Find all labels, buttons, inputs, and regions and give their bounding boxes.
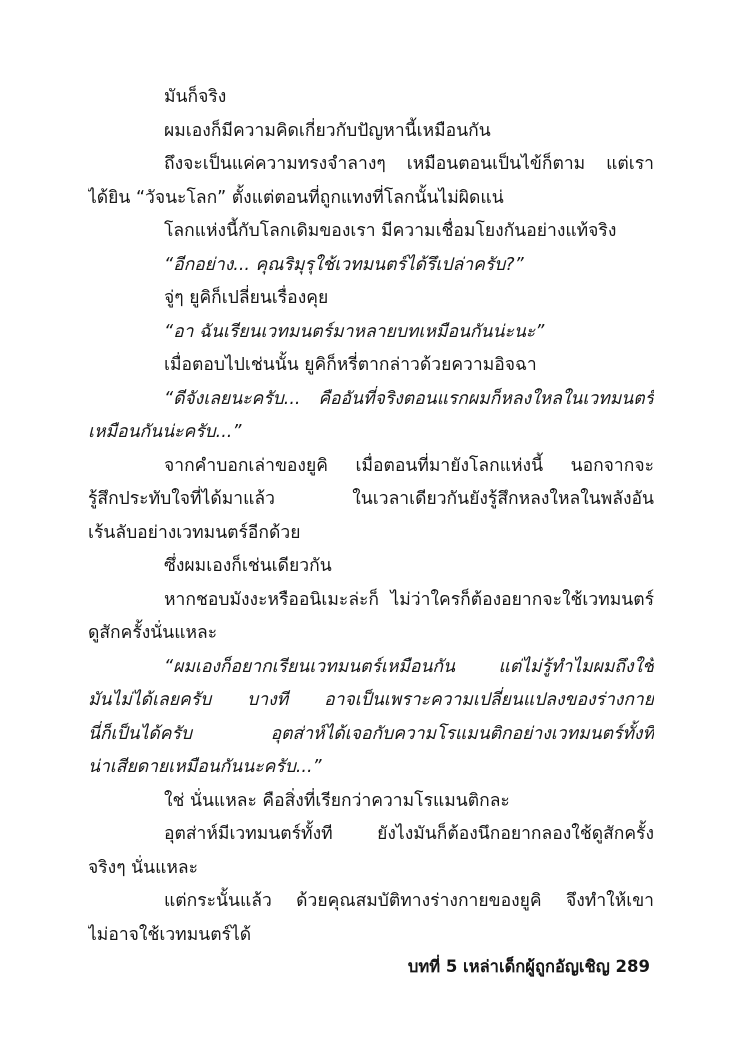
- text-line: อุตส่าห์มีเวทมนตร์ทั้งที ยังไงมันก็ต้องนึกอยากลองใช้ดูสักครั้ง: [164, 824, 654, 844]
- dialogue-line: นี่ก็เป็นได้ครับ อุตส่าห์ได้เจอกับความโรแมนติกอย่างเวทมนตร์ทั้งที: [88, 723, 654, 744]
- text-line: เร้นลับอย่างเวทมนตร์อีกด้วย: [88, 522, 301, 543]
- text-line: เมื่อตอบไปเช่นนั้น ยูคิก็หรี่ตากล่าวด้วยความอิจฉา: [164, 355, 537, 375]
- dialogue-line: “อา ฉันเรียนเวทมนตร์มาหลายบทเหมือนกันน่ะนะ”: [164, 321, 545, 342]
- dialogue-line: “ดีจังเลยนะครับ... คืออันที่จริงตอนแรกผมก็หลงใหลในเวทมนตร์: [164, 388, 654, 409]
- text-line: ดูสักครั้งนั่นแหละ: [88, 623, 218, 643]
- text-line: รู้สึกประทับใจที่ได้มาแล้ว ในเวลาเดียวกันยังรู้สึกหลงใหลในพลังอัน: [88, 489, 654, 509]
- dialogue-line: เหมือนกันน่ะครับ...”: [88, 422, 242, 442]
- text-line: ผมเองก็มีความคิดเกี่ยวกับปัญหานี้เหมือนกัน: [164, 120, 491, 141]
- dialogue-line: มันไม่ได้เลยครับ บางที อาจเป็นเพราะความเปลี่ยนแปลงของร่างกาย: [88, 690, 654, 710]
- text-line: จริงๆ นั่นแหละ: [88, 857, 199, 878]
- text-line: จากคำบอกเล่าของยูคิ เมื่อตอนที่มายังโลกแห่งนี้ นอกจากจะ: [164, 455, 654, 476]
- dialogue-line: “ผมเองก็อยากเรียนเวทมนตร์เหมือนกัน แต่ไม่รู้ทำไมผมถึงใช้: [164, 656, 654, 677]
- page-footer: บทที่ 5 เหล่าเด็กผู้ถูกอัญเชิญ 289: [407, 957, 650, 976]
- text-line: ซึ่งผมเองก็เช่นเดียวกัน: [164, 556, 332, 576]
- text-line: มันก็จริง: [164, 87, 227, 107]
- text-line: ไม่อาจใช้เวทมนตร์ได้: [88, 924, 252, 945]
- dialogue-line: น่าเสียดายเหมือนกันนะครับ...”: [88, 757, 322, 777]
- text-line: จู่ๆ ยูคิก็เปลี่ยนเรื่องคุย: [164, 288, 329, 308]
- text-line: ถึงจะเป็นแค่ความทรงจำลางๆ เหมือนตอนเป็นไข้ก็ตาม แต่เรา: [164, 154, 654, 174]
- text-line: ได้ยิน “วัจนะโลก” ตั้งแต่ตอนที่ถูกแทงที่โลกนั้นไม่ผิดแน่: [88, 187, 504, 208]
- text-line: แต่กระนั้นแล้ว ด้วยคุณสมบัติทางร่างกายของยูคิ จึงทำให้เขา: [164, 891, 654, 911]
- text-line: หากชอบมังงะหรืออนิเมะล่ะก็ ไม่ว่าใครก็ต้องอยากจะใช้เวทมนตร์: [164, 589, 654, 610]
- text-line: โลกแห่งนี้กับโลกเดิมของเรา มีความเชื่อมโยงกันอย่างแท้จริง: [164, 221, 617, 241]
- body-text: [88, 81, 654, 952]
- text-line: ใช่ นั่นแหละ คือสิ่งที่เรียกว่าความโรแมนติกละ: [164, 790, 510, 811]
- dialogue-line: “อีกอย่าง... คุณริมุรุใช้เวทมนตร์ได้รึเปล่าครับ?”: [164, 254, 524, 275]
